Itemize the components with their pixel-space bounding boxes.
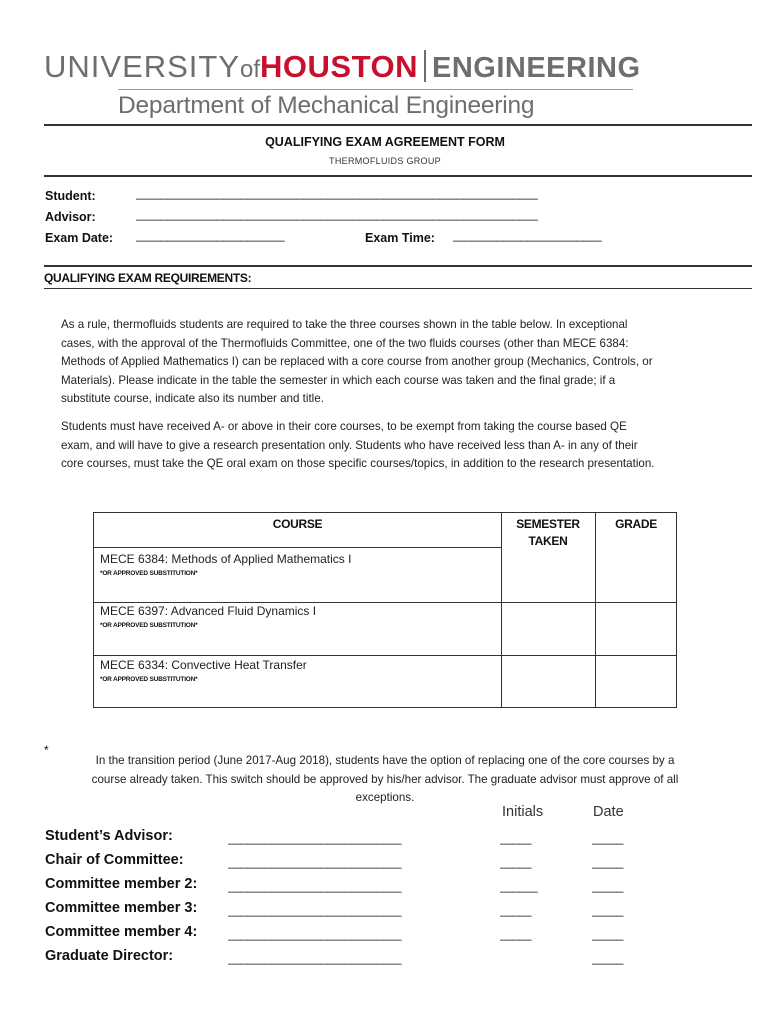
semester-column-header [501,516,595,550]
department-name: Department of Mechanical Engineering [118,92,535,119]
initials-field[interactable]: _____ [500,831,531,845]
para1-line: Materials). Please indicate in the table the semester in which each course was taken and the final grade; if a [61,373,616,387]
signature-label: Committee member 3: [45,900,198,916]
initials-field[interactable]: ______ [500,879,538,893]
exam-time-label: Exam Time: [365,231,435,245]
course-name: MECE 6397: Advanced Fluid Dynamics I [100,604,317,618]
requirements-divider [44,288,752,289]
course-column-header: COURSE [272,517,323,531]
title-divider [44,175,752,177]
semester-cell[interactable] [502,603,595,655]
para1-line: substitute course, indicate also its number and title. [61,392,324,405]
semester-cell[interactable] [502,656,595,707]
university-logo [44,48,641,86]
grade-cell[interactable] [596,548,676,602]
date-field[interactable]: _____ [592,879,623,893]
exam-date-field[interactable]: ________________________ [136,228,285,242]
date-header: Date [593,804,624,820]
transition-line: In the transition period (June 2017-Aug 2018), students have the option of replacing one of the core courses by a [95,754,675,767]
grade-cell[interactable] [596,656,676,707]
student-label: Student: [45,189,96,203]
date-field[interactable]: _____ [592,855,623,869]
substitution-note: *OR APPROVED SUBSTITUTION* [100,676,198,683]
initials-header: Initials [502,804,544,820]
logo-houston-text: HOUSTON [260,49,418,84]
header-divider [44,124,752,126]
logo-engineering-text: ENGINEERING [432,52,641,84]
signature-field[interactable]: ____________________________ [228,951,401,965]
requirements-title: QUALIFYING EXAM REQUIREMENTS: [44,271,252,285]
signature-field[interactable]: ____________________________ [228,879,401,893]
signature-label: Chair of Committee: [45,852,184,868]
grade-column-header: GRADE [615,517,657,531]
initials-field[interactable]: _____ [500,855,531,869]
para1-line: As a rule, thermofluids students are required to take the three courses shown in the table below. In exceptional [61,318,628,331]
transition-line: exceptions. [355,791,415,804]
date-field[interactable]: _____ [592,927,623,941]
signature-label: Student’s Advisor: [45,828,173,844]
logo-divider [424,50,426,82]
course-name: MECE 6384: Methods of Applied Mathematics I [100,552,352,566]
signature-field[interactable]: ____________________________ [228,831,401,845]
transition-line: course already taken. This switch should be approved by his/her advisor. The graduate advisor must approve of all [91,772,679,786]
signature-field[interactable]: ____________________________ [228,903,401,917]
grade-cell[interactable] [596,603,676,655]
signature-label: Graduate Director: [45,948,174,964]
course-name: MECE 6334: Convective Heat Transfer [100,658,307,672]
requirements-paragraph-2 [61,418,721,474]
semester-header-line-2: TAKEN [528,534,568,548]
transition-note [50,752,720,808]
initials-field[interactable]: _____ [500,903,531,917]
signature-field[interactable]: ____________________________ [228,855,401,869]
semester-header-line-1: SEMESTER [516,517,580,531]
substitution-note: *OR APPROVED SUBSTITUTION* [100,570,198,577]
para1-line: Methods of Applied Mathematics I) can be replaced with a core course from another group (Mechanics, Controls, or [61,355,653,368]
para2-line: exam, and will have to give a research presentation only. Students who have received less than A- in any of their [61,438,638,452]
form-title: QUALIFYING EXAM AGREEMENT FORM [265,135,505,149]
student-field[interactable]: _________________________________________________________________ [136,186,538,200]
exam-date-label: Exam Date: [45,231,114,245]
fields-divider [44,265,752,267]
requirements-paragraph-1 [61,316,721,409]
date-field[interactable]: _____ [592,951,623,965]
signature-label: Committee member 2: [45,876,198,892]
table-header-divider [94,547,501,548]
date-field[interactable]: _____ [592,831,623,845]
initials-field[interactable]: _____ [500,927,531,941]
signature-field[interactable]: ____________________________ [228,927,401,941]
advisor-field[interactable]: _________________________________________________________________ [136,207,538,221]
para2-line: Students must have received A- or above in their core courses, to be exempt from taking the course based QE [61,420,627,433]
semester-cell[interactable] [502,548,595,602]
date-field[interactable]: _____ [592,903,623,917]
footnote-star: * [44,743,49,757]
para1-line: cases, with the approval of the Thermofluids Committee, one of the two fluids courses (other than MECE 6384: [61,336,629,350]
logo-of-text: of [240,56,261,83]
form-subtitle: THERMOFLUIDS GROUP [329,156,441,166]
advisor-label: Advisor: [45,210,96,224]
logo-university-text: UNIVERSITY [44,49,241,84]
substitution-note: *OR APPROVED SUBSTITUTION* [100,622,198,629]
para2-line: core courses, must take the QE oral exam on those specific courses/topics, in addition to the research presentation. [61,457,655,470]
signature-label: Committee member 4: [45,924,198,940]
course-table [93,512,677,708]
exam-time-field[interactable]: ________________________ [453,228,602,242]
